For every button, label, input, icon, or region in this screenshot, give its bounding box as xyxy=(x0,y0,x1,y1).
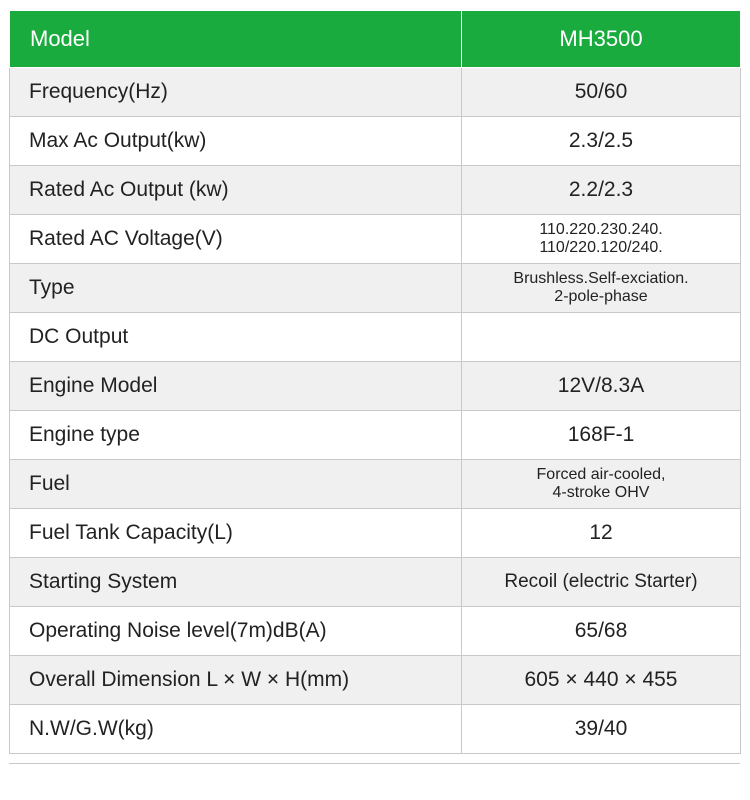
row-type xyxy=(10,264,741,313)
header-row xyxy=(10,11,741,68)
row-label: Rated AC Voltage(V) xyxy=(10,215,462,264)
row-starting-system xyxy=(10,558,741,607)
row-label: Overall Dimension L × W × H(mm) xyxy=(10,656,462,705)
spec-table xyxy=(9,10,741,754)
row-rated-ac-voltage xyxy=(10,215,741,264)
row-label: Fuel Tank Capacity(L) xyxy=(10,509,462,558)
row-value-line1: Forced air-cooled, xyxy=(536,466,666,483)
row-label: Engine Model xyxy=(10,362,462,411)
row-fuel-tank-capacity xyxy=(10,509,741,558)
row-label: Max Ac Output(kw) xyxy=(10,117,462,166)
row-label: Fuel xyxy=(10,460,462,509)
row-value xyxy=(462,264,741,313)
row-value: 2.3/2.5 xyxy=(462,117,741,166)
row-label: Rated Ac Output (kw) xyxy=(10,166,462,215)
row-label: N.W/G.W(kg) xyxy=(10,705,462,754)
row-value xyxy=(462,215,741,264)
row-label: Engine type xyxy=(10,411,462,460)
row-weight xyxy=(10,705,741,754)
header-model-label: Model xyxy=(10,11,462,68)
row-value: Recoil (electric Starter) xyxy=(462,558,741,607)
row-value-line1: Brushless.Self-exciation. xyxy=(513,270,689,287)
row-value-line2: 110/220.120/240. xyxy=(539,239,663,256)
row-dc-output xyxy=(10,313,741,362)
row-overall-dimension xyxy=(10,656,741,705)
row-value-line1: 110.220.230.240. xyxy=(539,221,663,238)
row-label: Starting System xyxy=(10,558,462,607)
row-engine-type xyxy=(10,411,741,460)
row-label: Frequency(Hz) xyxy=(10,68,462,117)
row-value: 12V/8.3A xyxy=(462,362,741,411)
row-value-line2: 2-pole-phase xyxy=(554,288,648,305)
row-value-line2: 4-stroke OHV xyxy=(552,484,650,501)
row-value xyxy=(462,460,741,509)
row-label: Type xyxy=(10,264,462,313)
row-frequency xyxy=(10,68,741,117)
header-model-value: MH3500 xyxy=(462,11,741,68)
row-operating-noise xyxy=(10,607,741,656)
row-value xyxy=(462,313,741,362)
row-value: 605 × 440 × 455 xyxy=(462,656,741,705)
row-value: 168F-1 xyxy=(462,411,741,460)
row-engine-model xyxy=(10,362,741,411)
row-value: 65/68 xyxy=(462,607,741,656)
bottom-divider xyxy=(9,763,740,764)
row-label: Operating Noise level(7m)dB(A) xyxy=(10,607,462,656)
row-value: 39/40 xyxy=(462,705,741,754)
row-label: DC Output xyxy=(10,313,462,362)
row-rated-ac-output xyxy=(10,166,741,215)
row-value: 12 xyxy=(462,509,741,558)
row-value: 2.2/2.3 xyxy=(462,166,741,215)
row-value: 50/60 xyxy=(462,68,741,117)
row-fuel xyxy=(10,460,741,509)
row-max-ac-output xyxy=(10,117,741,166)
